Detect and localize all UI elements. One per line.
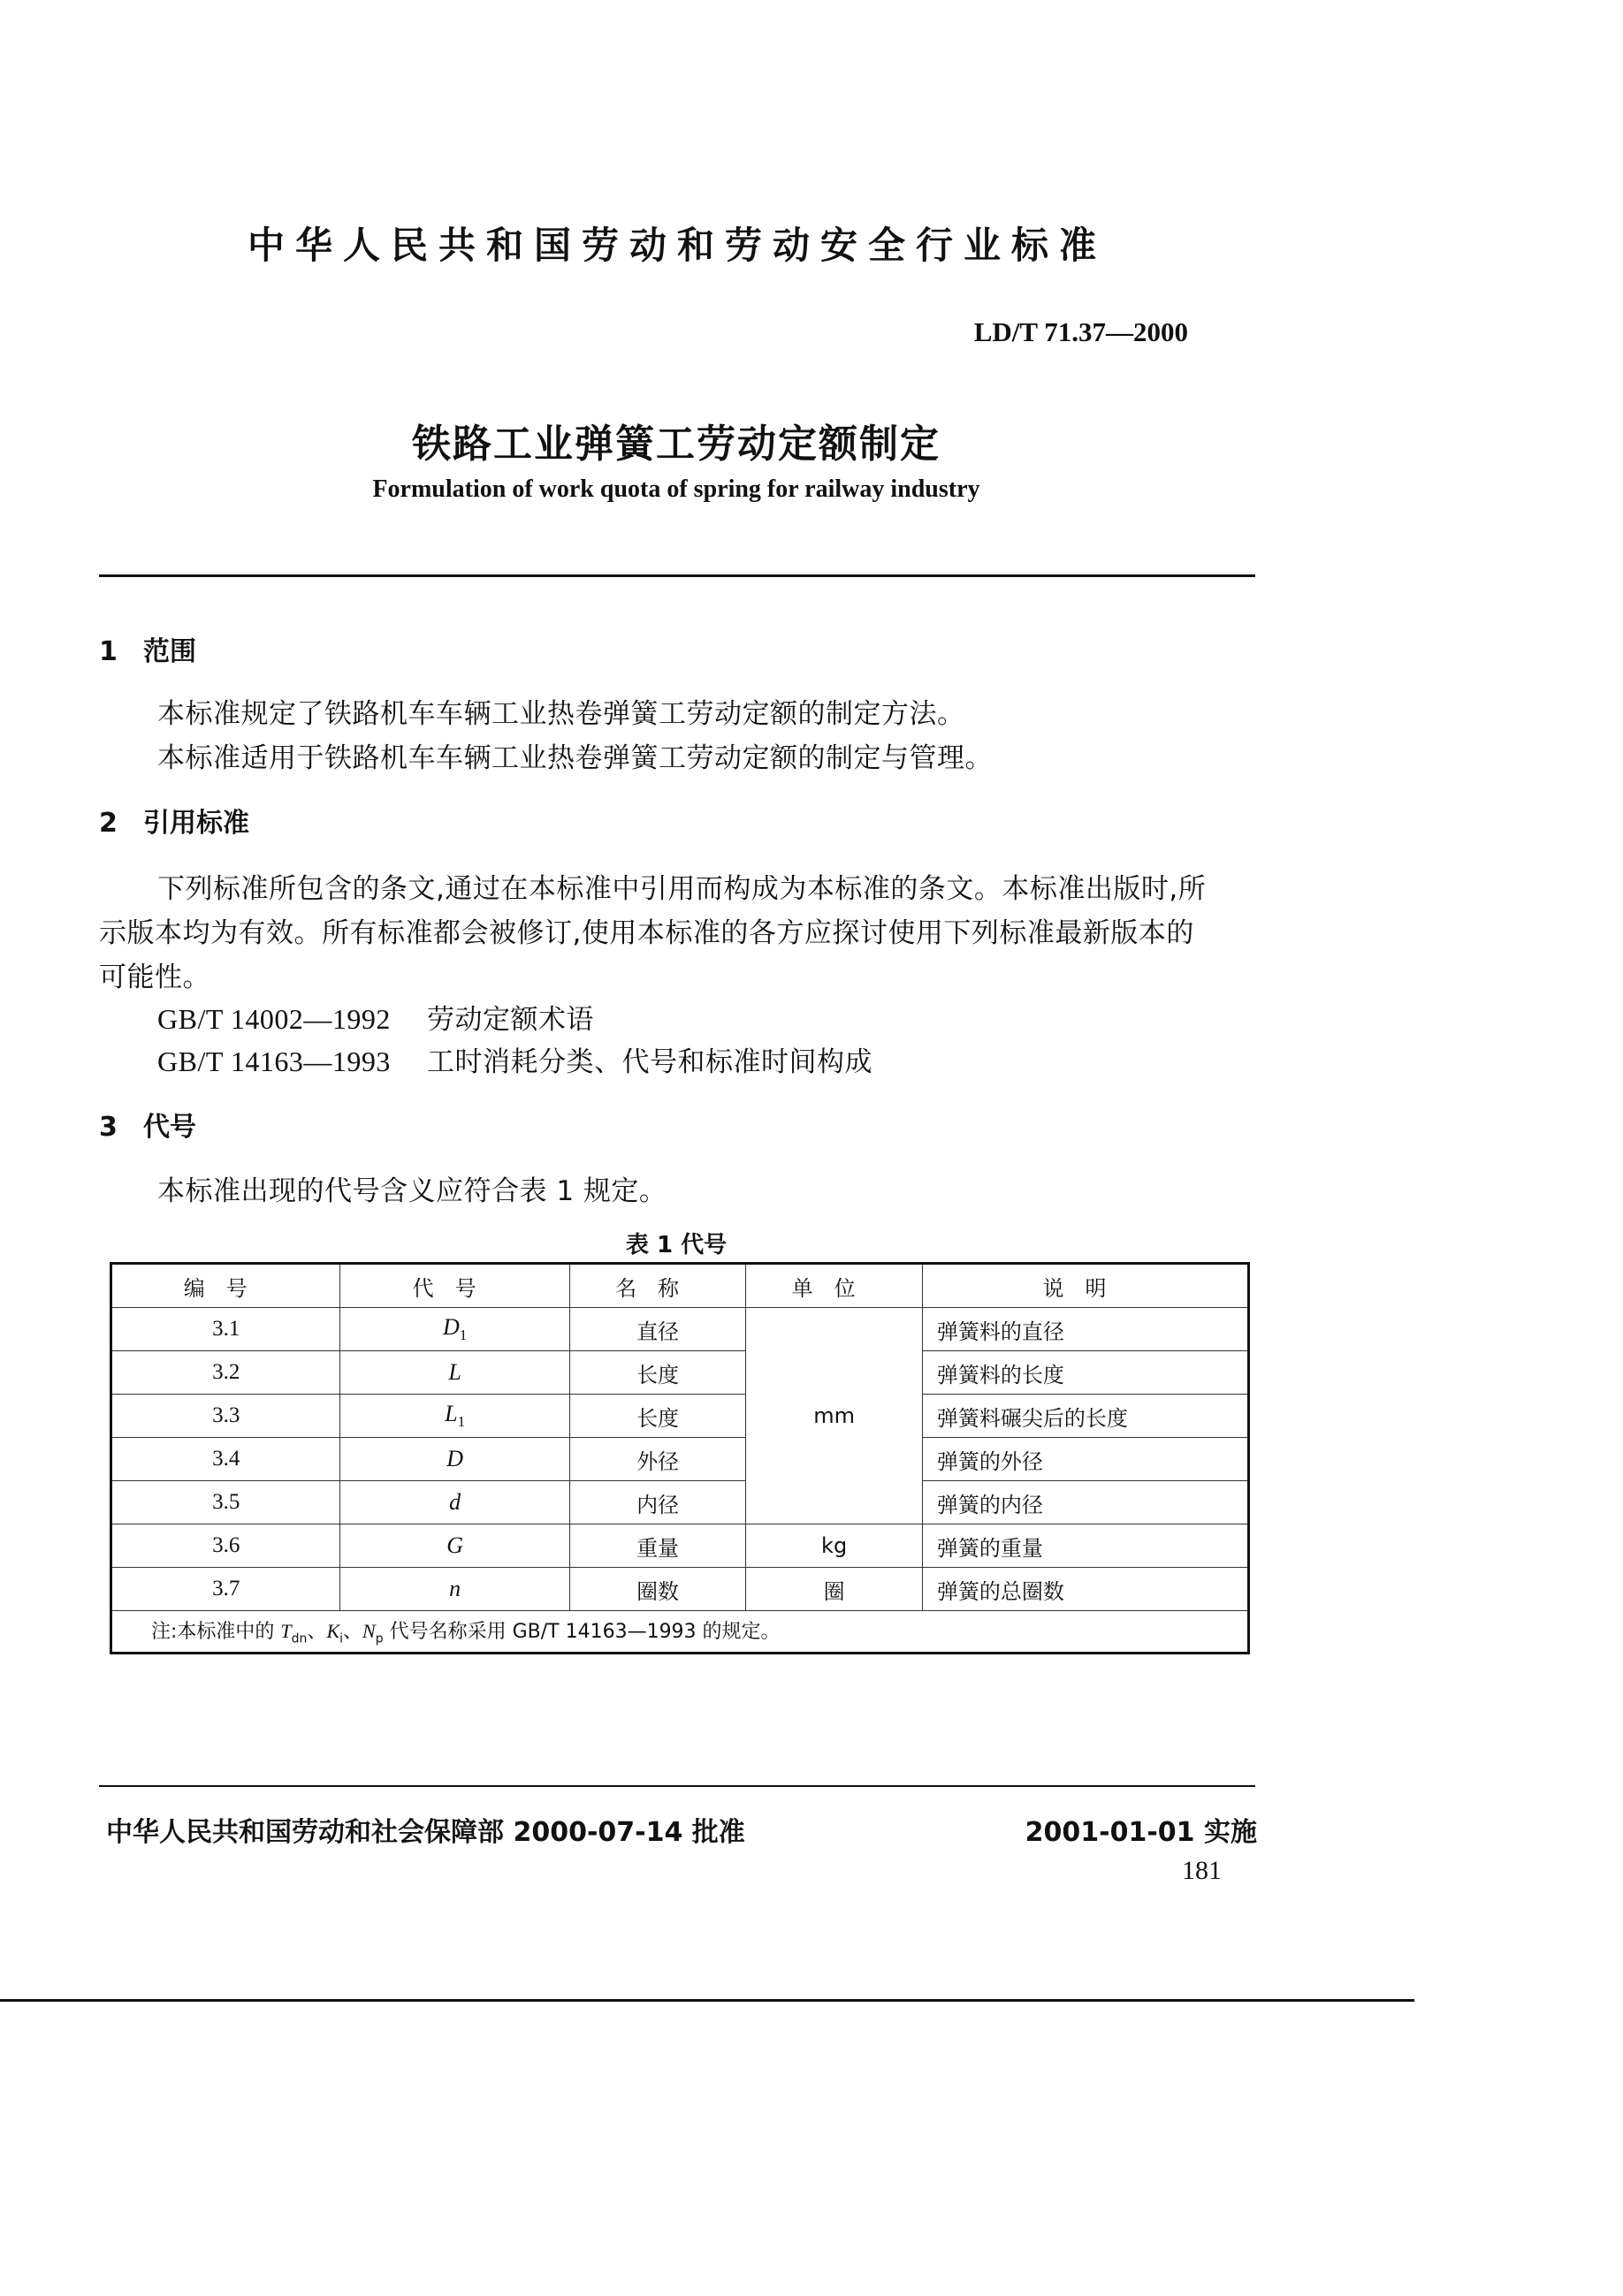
row-name: 直径 [569, 1308, 746, 1351]
symbol-letter: D [442, 1313, 460, 1340]
column-header-unit: 单位 [746, 1264, 923, 1308]
note-symbol-n-subscript: p [375, 1631, 384, 1646]
row-description: 弹簧料碾尖后的长度 [922, 1395, 1248, 1438]
row-number: 3.5 [111, 1481, 340, 1524]
section-2-paragraph-line-2: 示版本均为有效。所有标准都会被修订,使用本标准的各方应探讨使用下列标准最新版本的 [99, 917, 1194, 949]
note-symbol-n: N [362, 1620, 376, 1643]
issuing-organization-title: 中华人民共和国劳动和劳动安全行业标准 [248, 224, 1108, 267]
reference-name: 工时消耗分类、代号和标准时间构成 [427, 1046, 872, 1078]
header-divider [99, 574, 1255, 577]
note-symbol-k: K [326, 1620, 340, 1643]
symbol-subscript: 1 [459, 1327, 468, 1344]
row-number: 3.4 [111, 1438, 340, 1481]
section-1-heading [99, 629, 196, 668]
section-3-heading [99, 1105, 196, 1144]
row-symbol [340, 1395, 569, 1438]
note-separator: 、 [307, 1621, 327, 1644]
codes-table [110, 1262, 1250, 1654]
note-separator: 、 [343, 1621, 363, 1644]
reference-code: GB/T 14002—1992 [157, 1003, 391, 1035]
symbol-subscript: 1 [457, 1413, 466, 1431]
reference-name: 劳动定额术语 [427, 1004, 594, 1036]
column-header-name: 名称 [569, 1264, 746, 1308]
section-2-number: 2 [99, 808, 118, 839]
section-2-paragraph-line-1: 下列标准所包含的条文,通过在本标准中引用而构成为本标准的条文。本标准出版时,所 [157, 873, 1207, 905]
symbol-letter: n [449, 1576, 461, 1601]
row-number: 3.3 [111, 1395, 340, 1438]
section-3-title: 代号 [143, 1112, 196, 1143]
column-header-description: 说明 [922, 1264, 1248, 1308]
reference-item [157, 1039, 872, 1079]
row-unit: kg [746, 1524, 923, 1568]
row-symbol [340, 1438, 569, 1481]
standard-number: LD/T 71.37—2000 [973, 316, 1188, 347]
table-row [111, 1568, 1249, 1611]
note-prefix: 注:本标准中的 [151, 1621, 281, 1644]
row-name: 重量 [569, 1524, 746, 1568]
reference-code: GB/T 14163—1993 [157, 1045, 391, 1077]
row-unit: 圈 [746, 1568, 923, 1611]
table-note-row [111, 1611, 1249, 1654]
note-suffix: 代号名称采用 GB/T 14163—1993 的规定。 [383, 1621, 781, 1644]
table-row [111, 1481, 1249, 1524]
row-description: 弹簧料的长度 [922, 1351, 1248, 1395]
note-symbol-t: T [280, 1620, 292, 1643]
document-title-en: Formulation of work quota of spring for railway industry [372, 475, 980, 503]
row-description: 弹簧的总圈数 [922, 1568, 1248, 1611]
scan-bottom-edge-line [0, 1999, 1414, 2002]
row-symbol [340, 1524, 569, 1568]
row-name: 长度 [569, 1395, 746, 1438]
section-2-title: 引用标准 [143, 808, 249, 839]
section-3-paragraph: 本标准出现的代号含义应符合表 1 规定。 [157, 1175, 667, 1207]
section-3-number: 3 [99, 1112, 118, 1143]
row-name: 内径 [569, 1481, 746, 1524]
row-symbol [340, 1308, 569, 1351]
row-name: 圈数 [569, 1568, 746, 1611]
table-row [111, 1308, 1249, 1351]
column-header-number: 编号 [111, 1264, 340, 1308]
page-number: 181 [1182, 1856, 1222, 1885]
table-row [111, 1395, 1249, 1438]
reference-item [157, 997, 594, 1037]
symbol-letter: D [446, 1446, 463, 1471]
section-2-heading [99, 801, 249, 840]
table-note [111, 1611, 1249, 1654]
row-name: 外径 [569, 1438, 746, 1481]
symbol-letter: L [445, 1400, 458, 1426]
symbol-letter: L [448, 1359, 461, 1385]
section-1-paragraph-1: 本标准规定了铁路机车车辆工业热卷弹簧工劳动定额的制定方法。 [157, 698, 965, 730]
approval-statement: 中华人民共和国劳动和社会保障部 2000-07-14 批准 [106, 1817, 745, 1848]
row-number: 3.2 [111, 1351, 340, 1395]
section-1-paragraph-2: 本标准适用于铁路机车车辆工业热卷弹簧工劳动定额的制定与管理。 [157, 742, 993, 774]
row-symbol [340, 1481, 569, 1524]
row-number: 3.7 [111, 1568, 340, 1611]
row-number: 3.1 [111, 1308, 340, 1351]
section-1-title: 范围 [143, 636, 196, 667]
column-header-code: 代号 [340, 1264, 569, 1308]
note-symbol-t-subscript: dn [291, 1631, 308, 1646]
section-1-number: 1 [99, 636, 118, 667]
table-row [111, 1438, 1249, 1481]
row-description: 弹簧的外径 [922, 1438, 1248, 1481]
row-description: 弹簧料的直径 [922, 1308, 1248, 1351]
row-description: 弹簧的内径 [922, 1481, 1248, 1524]
row-name: 长度 [569, 1351, 746, 1395]
table-1-caption: 表 1 代号 [625, 1232, 728, 1258]
row-description: 弹簧的重量 [922, 1524, 1248, 1568]
section-2-paragraph-line-3: 可能性。 [99, 962, 210, 993]
row-symbol [340, 1351, 569, 1395]
symbol-letter: G [446, 1532, 463, 1558]
table-row [111, 1351, 1249, 1395]
table-row [111, 1524, 1249, 1568]
document-title-cn: 铁路工业弹簧工劳动定额制定 [412, 422, 941, 467]
row-number: 3.6 [111, 1524, 340, 1568]
note-symbol-k-subscript: i [339, 1631, 344, 1646]
row-unit-merged: mm [746, 1308, 923, 1524]
symbol-letter: d [449, 1489, 461, 1515]
table-header-row [111, 1264, 1249, 1308]
footer-divider [99, 1785, 1255, 1787]
effective-date: 2001-01-01 实施 [1025, 1817, 1257, 1848]
row-symbol [340, 1568, 569, 1611]
